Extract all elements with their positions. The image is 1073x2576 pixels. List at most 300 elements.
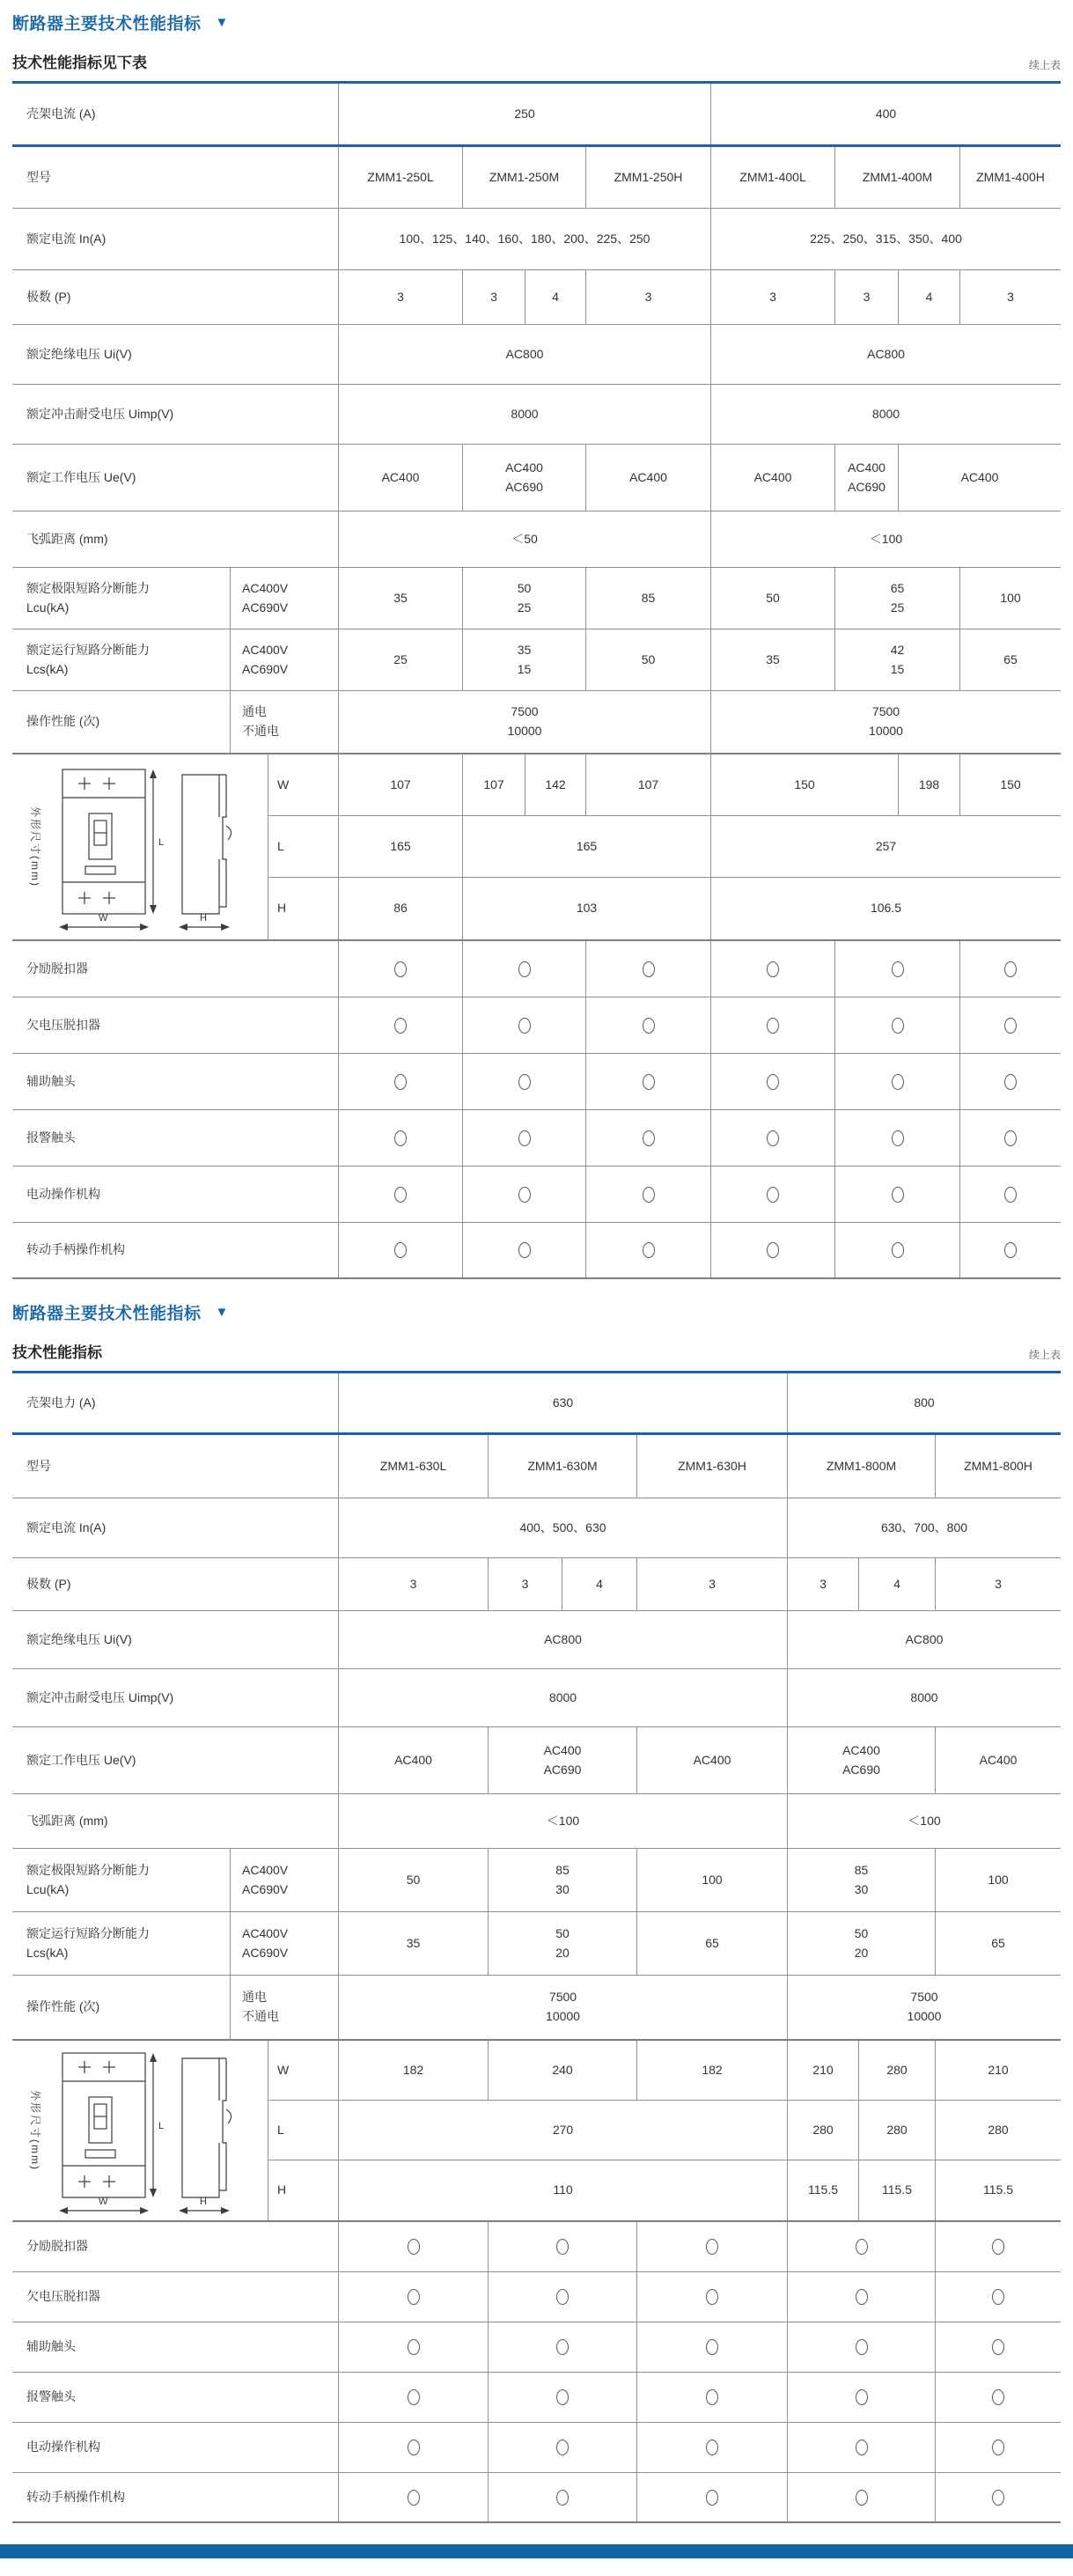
table-caption-row bbox=[12, 1340, 1061, 1362]
value-cell bbox=[788, 1849, 936, 1911]
dim-label-l bbox=[268, 816, 339, 877]
table-row bbox=[12, 1849, 1061, 1912]
availability-circle bbox=[643, 1018, 655, 1034]
cell-text: 107 bbox=[390, 776, 411, 791]
cell-text: ZMM1-250H bbox=[614, 169, 683, 184]
cell-text: Lcs(kA) bbox=[26, 1945, 69, 1960]
availability-circle bbox=[706, 2339, 718, 2355]
cell-text: 100 bbox=[702, 1872, 723, 1887]
cell-text: 15 bbox=[890, 661, 905, 676]
option-cell bbox=[339, 941, 463, 997]
table-row bbox=[12, 325, 1061, 385]
value-cell bbox=[637, 1849, 788, 1911]
section-frame-630-800 bbox=[12, 1300, 1061, 2523]
availability-circle bbox=[1004, 1130, 1017, 1146]
cell-text: AC400V bbox=[242, 1862, 289, 1877]
availability-circle bbox=[856, 2239, 868, 2255]
cell-text: 107 bbox=[483, 776, 504, 791]
value-cell bbox=[586, 270, 711, 324]
cell-text: 210 bbox=[812, 2062, 834, 2077]
cell-text: 198 bbox=[918, 776, 940, 791]
row-label bbox=[12, 1849, 231, 1911]
cell-text: 3 bbox=[521, 1576, 529, 1591]
cell-text: 壳架电力 (A) bbox=[26, 1395, 96, 1409]
table-row bbox=[12, 1794, 1061, 1849]
cell-text: 型号 bbox=[26, 1458, 51, 1473]
figure-l-label: L bbox=[158, 837, 165, 848]
cell-text: 极数 (P) bbox=[26, 289, 71, 304]
cell-text: 100、125、140、160、180、200、225、250 bbox=[399, 231, 650, 246]
cell-text: AC690 bbox=[848, 479, 886, 494]
value-cell bbox=[339, 84, 711, 144]
cell-text: 4 bbox=[552, 289, 559, 304]
row-label bbox=[12, 997, 339, 1053]
page-title: 断路器主要技术性能指标 bbox=[12, 15, 202, 33]
option-cell bbox=[489, 2423, 637, 2472]
value-cell bbox=[711, 691, 1061, 753]
row-label bbox=[12, 1054, 339, 1109]
spec-table-630-800 bbox=[12, 1371, 1061, 2523]
value-cell bbox=[788, 1373, 1061, 1432]
cell-text: 85 bbox=[641, 590, 656, 605]
availability-circle bbox=[992, 2389, 1004, 2405]
availability-circle bbox=[394, 1074, 407, 1090]
value-cell bbox=[339, 1794, 788, 1848]
cell-text: 30 bbox=[555, 1881, 570, 1896]
value-cell bbox=[788, 2160, 859, 2220]
table-row bbox=[12, 1669, 1061, 1727]
row-label bbox=[12, 1976, 231, 2039]
table-row bbox=[12, 629, 1061, 691]
value-cell bbox=[339, 385, 711, 444]
cell-text: 额定极限短路分断能力 bbox=[26, 1862, 150, 1877]
availability-circle bbox=[1004, 961, 1017, 977]
table-row bbox=[12, 941, 1061, 997]
model-cell bbox=[339, 147, 463, 208]
availability-circle bbox=[992, 2239, 1004, 2255]
value-cell bbox=[936, 2160, 1061, 2220]
cell-text: AC690 bbox=[505, 479, 543, 494]
value-cell bbox=[711, 629, 835, 690]
section-frame-250-400 bbox=[12, 11, 1061, 1279]
option-cell bbox=[586, 1167, 711, 1222]
option-cell bbox=[489, 2473, 637, 2521]
cell-text: 86 bbox=[393, 901, 408, 916]
cell-text: AC400 bbox=[960, 469, 999, 484]
cell-text: 分励脱扣器 bbox=[26, 2239, 88, 2254]
cell-text: 400、500、630 bbox=[519, 1520, 606, 1535]
cell-text: 通电 bbox=[242, 1990, 267, 2005]
value-cell bbox=[525, 754, 586, 815]
availability-circle bbox=[1004, 1242, 1017, 1258]
value-cell bbox=[339, 1976, 788, 2039]
availability-circle bbox=[767, 1018, 779, 1034]
cell-text: L bbox=[277, 2122, 284, 2137]
cell-text: AC400V bbox=[242, 580, 289, 595]
availability-circle bbox=[556, 2339, 569, 2355]
cell-text: L bbox=[277, 838, 284, 853]
availability-circle bbox=[767, 961, 779, 977]
cell-text: 3 bbox=[409, 1576, 417, 1591]
cell-text: AC400 bbox=[848, 460, 886, 475]
value-cell bbox=[463, 816, 711, 877]
cell-text: 50 bbox=[766, 590, 780, 605]
table-subtitle: 技术性能指标见下表 bbox=[12, 55, 147, 71]
value-cell bbox=[788, 1727, 936, 1793]
row-label bbox=[12, 2222, 339, 2271]
cell-text: 额定绝缘电压 Ui(V) bbox=[26, 1631, 132, 1646]
row-label bbox=[12, 1794, 339, 1848]
value-cell bbox=[339, 2101, 788, 2160]
option-cell bbox=[339, 1054, 463, 1109]
option-cell bbox=[463, 941, 586, 997]
cell-text: 电动操作机构 bbox=[26, 2440, 100, 2455]
cell-text: 型号 bbox=[26, 169, 51, 184]
option-cell bbox=[586, 1110, 711, 1166]
model-cell bbox=[788, 1435, 936, 1498]
availability-circle bbox=[892, 1130, 904, 1146]
cell-text: 35 bbox=[766, 651, 780, 666]
availability-circle bbox=[408, 2239, 420, 2255]
availability-circle bbox=[856, 2389, 868, 2405]
option-cell bbox=[339, 997, 463, 1053]
availability-circle bbox=[643, 961, 655, 977]
cell-text: 7500 bbox=[548, 1990, 577, 2005]
cell-text: 10000 bbox=[907, 2009, 942, 2023]
availability-circle bbox=[767, 1187, 779, 1203]
dimension-figure-cell bbox=[12, 2041, 268, 2220]
value-cell bbox=[899, 754, 960, 815]
availability-circle bbox=[706, 2239, 718, 2255]
cell-text: 280 bbox=[812, 2122, 834, 2137]
availability-circle bbox=[394, 1018, 407, 1034]
option-cell bbox=[463, 1054, 586, 1109]
value-cell bbox=[562, 1558, 637, 1610]
value-cell bbox=[525, 270, 586, 324]
table-row bbox=[12, 1611, 1061, 1669]
value-cell bbox=[936, 1912, 1061, 1975]
value-cell bbox=[339, 568, 463, 629]
cell-text: 35 bbox=[406, 1935, 421, 1950]
option-cell bbox=[463, 1110, 586, 1166]
value-cell bbox=[339, 1912, 489, 1975]
cell-text: 50 bbox=[641, 651, 656, 666]
value-cell bbox=[711, 816, 1061, 877]
cell-text: 辅助触头 bbox=[26, 1073, 76, 1088]
cell-text: 50 bbox=[555, 1925, 570, 1940]
option-cell bbox=[586, 1223, 711, 1277]
table-row bbox=[12, 209, 1061, 270]
cell-text: 240 bbox=[552, 2062, 573, 2077]
continuation-note: 续上表 bbox=[1028, 1349, 1061, 1361]
cell-text: 85 bbox=[555, 1862, 570, 1877]
option-cell bbox=[489, 2272, 637, 2322]
cell-text: 不通电 bbox=[242, 724, 279, 738]
cell-text: AC400 bbox=[842, 1742, 880, 1757]
cell-text: 报警触头 bbox=[26, 2389, 76, 2404]
value-cell bbox=[339, 1558, 489, 1610]
value-cell bbox=[339, 209, 711, 269]
cell-text: 110 bbox=[553, 2182, 573, 2197]
cell-text: 25 bbox=[517, 600, 532, 615]
value-cell bbox=[835, 270, 899, 324]
availability-circle bbox=[408, 2490, 420, 2506]
value-cell bbox=[788, 1498, 1061, 1557]
model-cell bbox=[711, 147, 835, 208]
option-cell bbox=[637, 2272, 788, 2322]
cell-text: 65 bbox=[705, 1935, 719, 1950]
cell-text: AC400 bbox=[693, 1752, 731, 1767]
value-cell bbox=[711, 270, 835, 324]
option-cell bbox=[788, 2473, 936, 2521]
cell-text: 85 bbox=[854, 1862, 869, 1877]
cell-text: AC400 bbox=[543, 1742, 582, 1757]
value-cell bbox=[711, 878, 1061, 939]
cell-text: 800 bbox=[914, 1395, 935, 1409]
value-cell bbox=[788, 2101, 859, 2160]
option-cell bbox=[960, 1110, 1061, 1166]
table-row bbox=[12, 512, 1061, 568]
row-label bbox=[12, 1498, 339, 1557]
cell-text: ZMM1-630M bbox=[527, 1458, 598, 1473]
option-cell bbox=[463, 997, 586, 1053]
availability-circle bbox=[556, 2389, 569, 2405]
value-cell bbox=[835, 445, 899, 511]
cell-text: AC690 bbox=[543, 1762, 582, 1777]
cell-text: ZMM1-250M bbox=[489, 169, 560, 184]
cell-text: 115.5 bbox=[808, 2182, 838, 2197]
cell-text: ZMM1-800H bbox=[964, 1458, 1033, 1473]
row-label bbox=[12, 568, 231, 629]
cell-text: 50 bbox=[406, 1872, 421, 1887]
option-cell bbox=[835, 941, 960, 997]
option-cell bbox=[960, 997, 1061, 1053]
cell-text: 3 bbox=[644, 289, 652, 304]
option-cell bbox=[960, 1223, 1061, 1277]
availability-circle bbox=[856, 2440, 868, 2455]
value-cell bbox=[788, 1611, 1061, 1668]
option-cell bbox=[711, 1054, 835, 1109]
figure-h-label: H bbox=[200, 913, 207, 924]
cell-text: ZMM1-250L bbox=[367, 169, 434, 184]
value-cell bbox=[489, 1558, 562, 1610]
row-label bbox=[12, 270, 339, 324]
option-cell bbox=[339, 1223, 463, 1277]
value-cell bbox=[788, 1912, 936, 1975]
option-cell bbox=[936, 2322, 1061, 2372]
value-cell bbox=[339, 1849, 489, 1911]
availability-circle bbox=[643, 1130, 655, 1146]
row-label bbox=[12, 385, 339, 444]
availability-circle bbox=[892, 1187, 904, 1203]
cell-text: 106.5 bbox=[870, 901, 902, 916]
cell-text: Lcs(kA) bbox=[26, 661, 69, 676]
value-cell bbox=[339, 270, 463, 324]
cell-text: Lcu(kA) bbox=[26, 1881, 70, 1896]
option-cell bbox=[936, 2473, 1061, 2521]
dim-label-l bbox=[268, 2101, 339, 2160]
table-row bbox=[12, 1054, 1061, 1110]
option-cell bbox=[711, 997, 835, 1053]
value-cell bbox=[788, 2041, 859, 2100]
cell-text: ZMM1-400M bbox=[862, 169, 933, 184]
cell-text: 25 bbox=[393, 651, 408, 666]
figure-h-label: H bbox=[200, 2197, 207, 2207]
cell-text: 150 bbox=[794, 776, 815, 791]
page-title: 断路器主要技术性能指标 bbox=[12, 1305, 202, 1323]
option-cell bbox=[339, 2222, 489, 2271]
table-row bbox=[12, 1373, 1061, 1435]
cell-text: 25 bbox=[890, 600, 905, 615]
value-cell bbox=[339, 1727, 489, 1793]
option-cell bbox=[586, 941, 711, 997]
value-cell bbox=[463, 629, 586, 690]
value-cell bbox=[586, 445, 711, 511]
option-cell bbox=[637, 2473, 788, 2521]
value-cell bbox=[936, 2041, 1061, 2100]
cell-text: 100 bbox=[1000, 590, 1021, 605]
option-cell bbox=[788, 2373, 936, 2422]
breaker-dimension-drawing bbox=[52, 2044, 239, 2217]
cell-text: 欠电压脱扣器 bbox=[26, 2289, 100, 2304]
row-label bbox=[12, 2473, 339, 2521]
value-cell bbox=[859, 2101, 936, 2160]
row-label bbox=[12, 629, 231, 690]
cell-text: 250 bbox=[514, 106, 535, 121]
option-cell bbox=[711, 1223, 835, 1277]
value-cell bbox=[788, 1669, 1061, 1726]
value-cell bbox=[711, 325, 1061, 384]
continuation-note: 续上表 bbox=[1028, 59, 1061, 71]
table-row bbox=[12, 2222, 1061, 2272]
cell-text: 42 bbox=[890, 642, 905, 657]
row-label bbox=[231, 568, 339, 629]
option-cell bbox=[339, 2373, 489, 2422]
cell-text: AC400 bbox=[381, 469, 420, 484]
availability-circle bbox=[518, 1074, 531, 1090]
option-cell bbox=[960, 1054, 1061, 1109]
value-cell bbox=[489, 1849, 637, 1911]
value-cell bbox=[936, 1558, 1061, 1610]
cell-text: ＜50 bbox=[511, 531, 538, 546]
availability-circle bbox=[556, 2289, 569, 2305]
availability-circle bbox=[892, 1018, 904, 1034]
row-label bbox=[231, 691, 339, 753]
value-cell bbox=[711, 568, 835, 629]
option-cell bbox=[637, 2322, 788, 2372]
option-cell bbox=[835, 1223, 960, 1277]
cell-text: H bbox=[277, 901, 287, 916]
cell-text: 额定冲击耐受电压 Uimp(V) bbox=[26, 1689, 174, 1704]
table-row bbox=[268, 2041, 1061, 2101]
option-cell bbox=[711, 1167, 835, 1222]
availability-circle bbox=[706, 2490, 718, 2506]
value-cell bbox=[339, 816, 463, 877]
cell-text: 飞弧距离 (mm) bbox=[26, 1813, 108, 1828]
table-row bbox=[12, 270, 1061, 325]
collapse-triangle-icon: ▼ bbox=[215, 15, 229, 30]
value-cell bbox=[711, 209, 1061, 269]
availability-circle bbox=[518, 961, 531, 977]
option-cell bbox=[711, 941, 835, 997]
table-row bbox=[268, 2160, 1061, 2220]
value-cell bbox=[339, 445, 463, 511]
row-label bbox=[12, 147, 339, 208]
cell-text: 辅助触头 bbox=[26, 2339, 76, 2354]
availability-circle bbox=[992, 2289, 1004, 2305]
dimension-figure-cell bbox=[12, 754, 268, 939]
option-cell bbox=[339, 1110, 463, 1166]
value-cell bbox=[339, 512, 711, 567]
value-cell bbox=[711, 754, 899, 815]
value-cell bbox=[960, 568, 1061, 629]
cell-text: AC690 bbox=[842, 1762, 880, 1777]
availability-circle bbox=[518, 1130, 531, 1146]
cell-text: 额定运行短路分断能力 bbox=[26, 642, 150, 657]
cell-text: 35 bbox=[393, 590, 408, 605]
cell-text: AC690V bbox=[242, 600, 289, 615]
value-cell bbox=[788, 1794, 1061, 1848]
value-cell bbox=[339, 629, 463, 690]
cell-text: 3 bbox=[709, 1576, 716, 1591]
model-cell bbox=[489, 1435, 637, 1498]
cell-text: 3 bbox=[995, 1576, 1002, 1591]
value-cell bbox=[637, 1727, 788, 1793]
cell-text: AC400V bbox=[242, 642, 289, 657]
breaker-outline-figure bbox=[16, 758, 264, 936]
cell-text: 欠电压脱扣器 bbox=[26, 1017, 100, 1032]
breaker-outline-figure bbox=[16, 2044, 264, 2217]
availability-circle bbox=[767, 1130, 779, 1146]
availability-circle bbox=[408, 2339, 420, 2355]
value-cell bbox=[586, 754, 711, 815]
value-cell bbox=[960, 629, 1061, 690]
table-row bbox=[12, 1435, 1061, 1498]
cell-text: 额定冲击耐受电压 Uimp(V) bbox=[26, 406, 174, 421]
option-cell bbox=[463, 1167, 586, 1222]
section-title-bar[interactable] bbox=[12, 11, 1061, 34]
row-label bbox=[12, 2272, 339, 2322]
cell-text: 额定极限短路分断能力 bbox=[26, 580, 150, 595]
table-row bbox=[12, 1727, 1061, 1794]
figure-vertical-label: 外形尺寸(mm) bbox=[29, 806, 41, 887]
value-cell bbox=[711, 445, 835, 511]
value-cell bbox=[463, 445, 586, 511]
cell-text: 50 bbox=[517, 580, 532, 595]
value-cell bbox=[637, 1912, 788, 1975]
value-cell bbox=[859, 1558, 936, 1610]
option-cell bbox=[489, 2222, 637, 2271]
availability-circle bbox=[992, 2490, 1004, 2506]
cell-text: W bbox=[277, 776, 290, 791]
option-cell bbox=[788, 2272, 936, 2322]
cell-text: 8000 bbox=[871, 406, 900, 421]
cell-text: 7500 bbox=[511, 704, 539, 719]
dim-label-h bbox=[268, 2160, 339, 2220]
section-title-bar[interactable] bbox=[12, 1300, 1061, 1324]
cell-text: 8000 bbox=[511, 406, 539, 421]
availability-circle bbox=[992, 2339, 1004, 2355]
availability-circle bbox=[556, 2239, 569, 2255]
value-cell bbox=[711, 385, 1061, 444]
value-cell bbox=[637, 2041, 788, 2100]
availability-circle bbox=[518, 1018, 531, 1034]
option-cell bbox=[339, 2473, 489, 2521]
cell-text: 转动手柄操作机构 bbox=[26, 1242, 125, 1257]
cell-text: AC400 bbox=[629, 469, 667, 484]
value-cell bbox=[339, 691, 711, 753]
value-cell bbox=[936, 1849, 1061, 1911]
